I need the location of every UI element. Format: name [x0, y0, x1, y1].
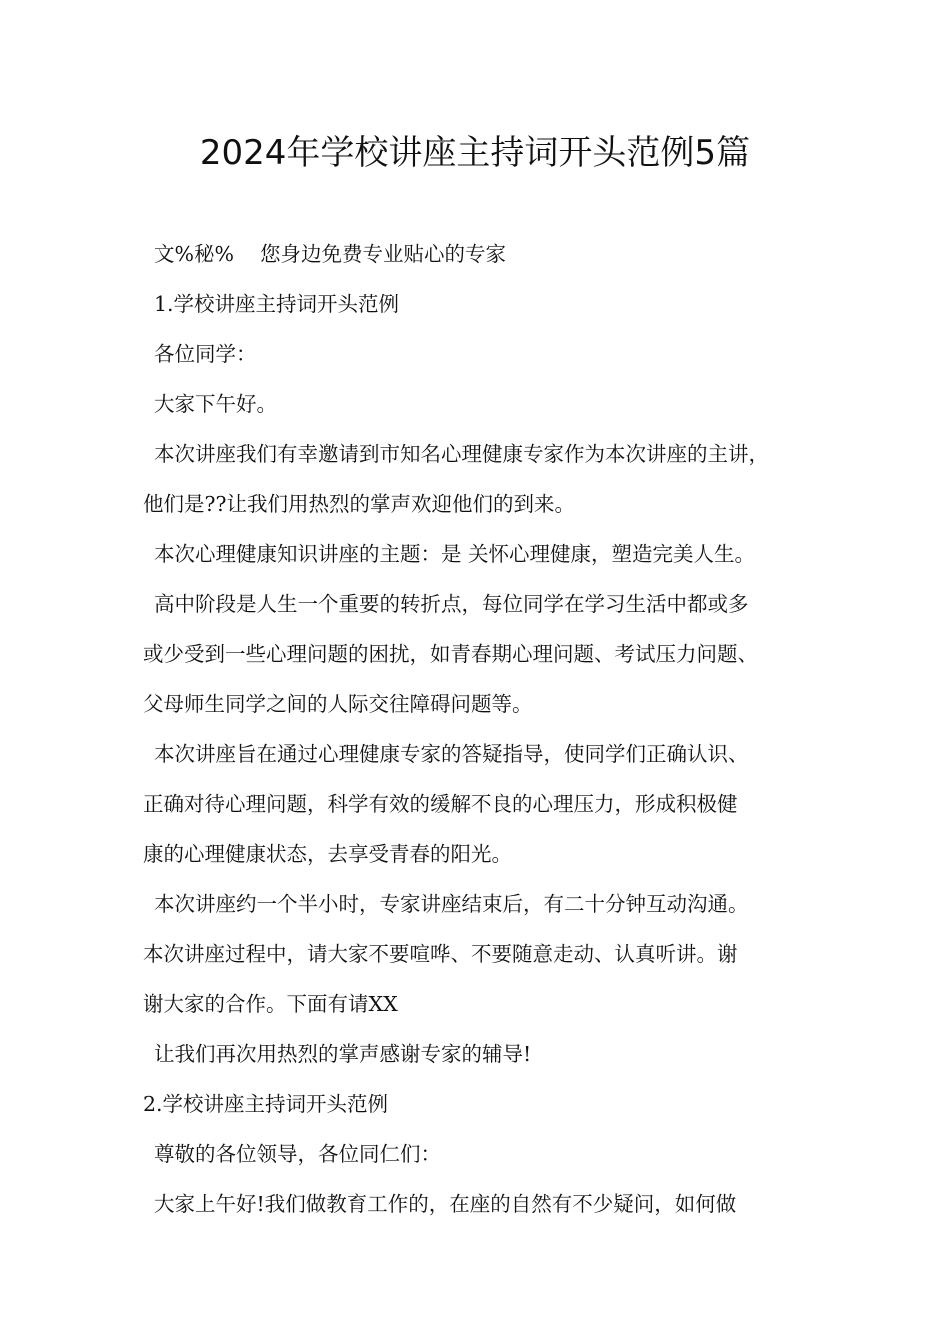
header-line [143, 229, 833, 279]
header-brand: 文%秘% [154, 242, 234, 266]
paragraph-line: 谢大家的合作。下面有请XX [143, 992, 398, 1016]
paragraph-line: 或少受到一些心理问题的困扰，如青春期心理问题、考试压力问题、 [143, 642, 758, 666]
document-title: 2024年学校讲座主持词开头范例5篇 [199, 133, 751, 173]
paragraph-line: 本次讲座旨在通过心理健康专家的答疑指导，使同学们正确认识、 [154, 742, 749, 766]
document-body [143, 229, 833, 1229]
paragraph-line: 大家下午好。 [154, 392, 277, 416]
paragraph-line: 本次心理健康知识讲座的主题：是 关怀心理健康，塑造完美人生。 [154, 542, 756, 566]
paragraph-line: 大家上午好!我们做教育工作的，在座的自然有不少疑问，如何做 [154, 1192, 737, 1216]
paragraph-line: 本次讲座我们有幸邀请到市知名心理健康专家作为本次讲座的主讲， [154, 442, 769, 466]
paragraph-line: 本次讲座约一个半小时，专家讲座结束后，有二十分钟互动沟通。 [154, 892, 749, 916]
paragraph-line: 让我们再次用热烈的掌声感谢专家的辅导! [154, 1042, 532, 1066]
paragraph-line: 康的心理健康状态，去享受青春的阳光。 [143, 842, 512, 866]
section-heading-2: 2.学校讲座主持词开头范例 [143, 1092, 389, 1116]
paragraph-line: 本次讲座过程中，请大家不要喧哗、不要随意走动、认真听讲。谢 [143, 942, 738, 966]
paragraph-line: 尊敬的各位领导，各位同仁们： [154, 1142, 441, 1166]
paragraph-line: 高中阶段是人生一个重要的转折点，每位同学在学习生活中都或多 [154, 592, 749, 616]
paragraph-line: 正确对待心理问题，科学有效的缓解不良的心理压力，形成积极健 [143, 792, 738, 816]
section-heading-1: 1.学校讲座主持词开头范例 [154, 292, 400, 316]
paragraph-line: 各位同学： [154, 342, 257, 366]
paragraph-line: 他们是??让我们用热烈的掌声欢迎他们的到来。 [143, 492, 575, 516]
paragraph-line: 父母师生同学之间的人际交往障碍问题等。 [143, 692, 533, 716]
header-slogan: 您身边免费专业贴心的专家 [259, 242, 506, 266]
